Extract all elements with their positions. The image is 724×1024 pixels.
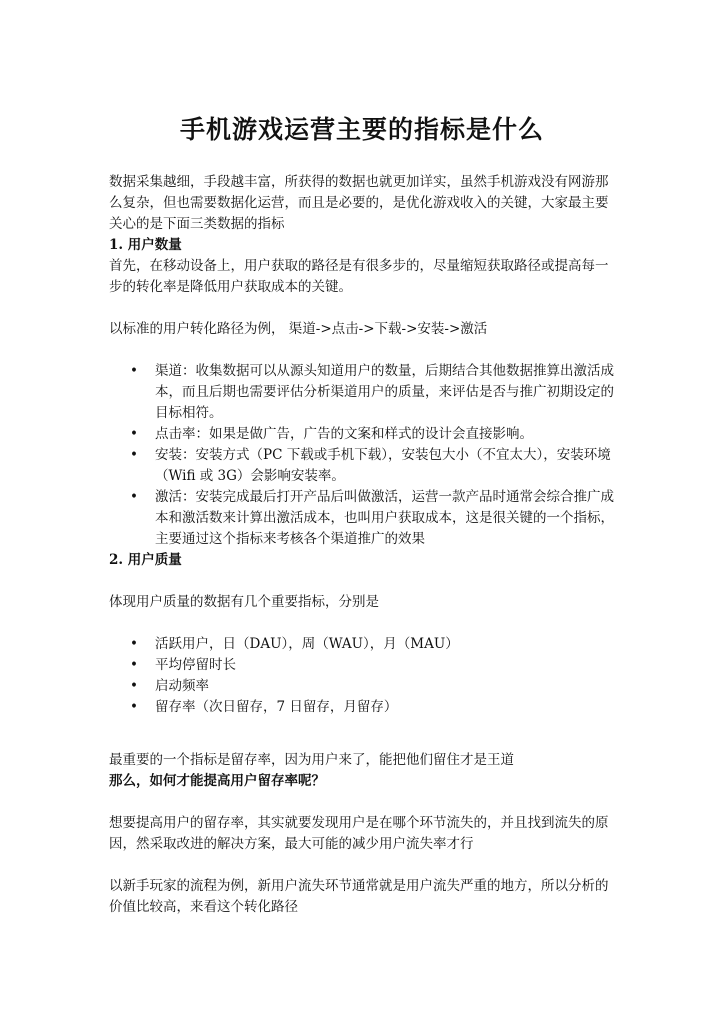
list-item: • 留存率（次日留存，7 日留存，月留存）: [109, 697, 619, 718]
list-item: • 启动频率: [109, 676, 619, 697]
paragraph: 最重要的一个指标是留存率，因为用户来了，能把他们留住才是王道: [109, 752, 514, 768]
page-title: 手机游戏运营主要的指标是什么: [179, 115, 544, 144]
bullet-list-user-quality: [109, 634, 619, 718]
section-heading-user-count: 1. 用户数量: [109, 237, 182, 253]
paragraph: 以新手玩家的流程为例，新用户流失环节通常就是用户流失严重的地方，所以分析的价值比较高，来看这个转化路径: [109, 878, 609, 915]
question-heading: 那么，如何才能提高用户留存率呢？: [109, 773, 325, 789]
paragraph: 体现用户质量的数据有几个重要指标，分别是: [109, 594, 379, 610]
paragraph: 以标准的用户转化路径为例， 渠道->点击->下载->安装->激活: [109, 321, 488, 337]
list-item: • 激活：安装完成最后打开产品后叫做激活，运营一款产品时通常会综合推广成本和激活数来计算出激活成本，也叫用户获取成本，这是很关键的一个指标，主要通过这个指标来考核各个渠道推广的效果: [109, 487, 619, 550]
list-item: • 活跃用户，日（DAU），周（WAU），月（MAU）: [109, 634, 619, 655]
paragraph: 想要提高用户的留存率，其实就要发现用户是在哪个环节流失的，并且找到流失的原因，然采取改进的解决方案，最大可能的减少用户流失率才行: [109, 815, 609, 852]
list-item: • 平均停留时长: [109, 655, 619, 676]
document-body: [109, 172, 619, 918]
intro-paragraph: 数据采集越细，手段越丰富，所获得的数据也就更加详实，虽然手机游戏没有网游那么复杂，但也需要数据化运营，而且是必要的，是优化游戏收入的关键，大家最主要关心的是下面三类数据的指标: [109, 174, 609, 232]
paragraph: 首先，在移动设备上，用户获取的路径是有很多步的，尽量缩短获取路径或提高每一步的转化率是降低用户获取成本的关键。: [109, 258, 609, 295]
list-item: • 渠道：收集数据可以从源头知道用户的数量，后期结合其他数据推算出激活成本，而且后期也需要评估分析渠道用户的质量，来评估是否与推广初期设定的目标相符。: [109, 361, 619, 424]
bullet-list-user-count: [109, 361, 619, 550]
list-item: • 点击率：如果是做广告，广告的文案和样式的设计会直接影响。: [109, 424, 619, 445]
list-item: • 安装：安装方式（PC 下载或手机下载），安装包大小（不宜太大），安装环境（Wifi 或 3G）会影响安装率。: [109, 445, 619, 487]
section-heading-user-quality: 2. 用户质量: [109, 552, 182, 568]
